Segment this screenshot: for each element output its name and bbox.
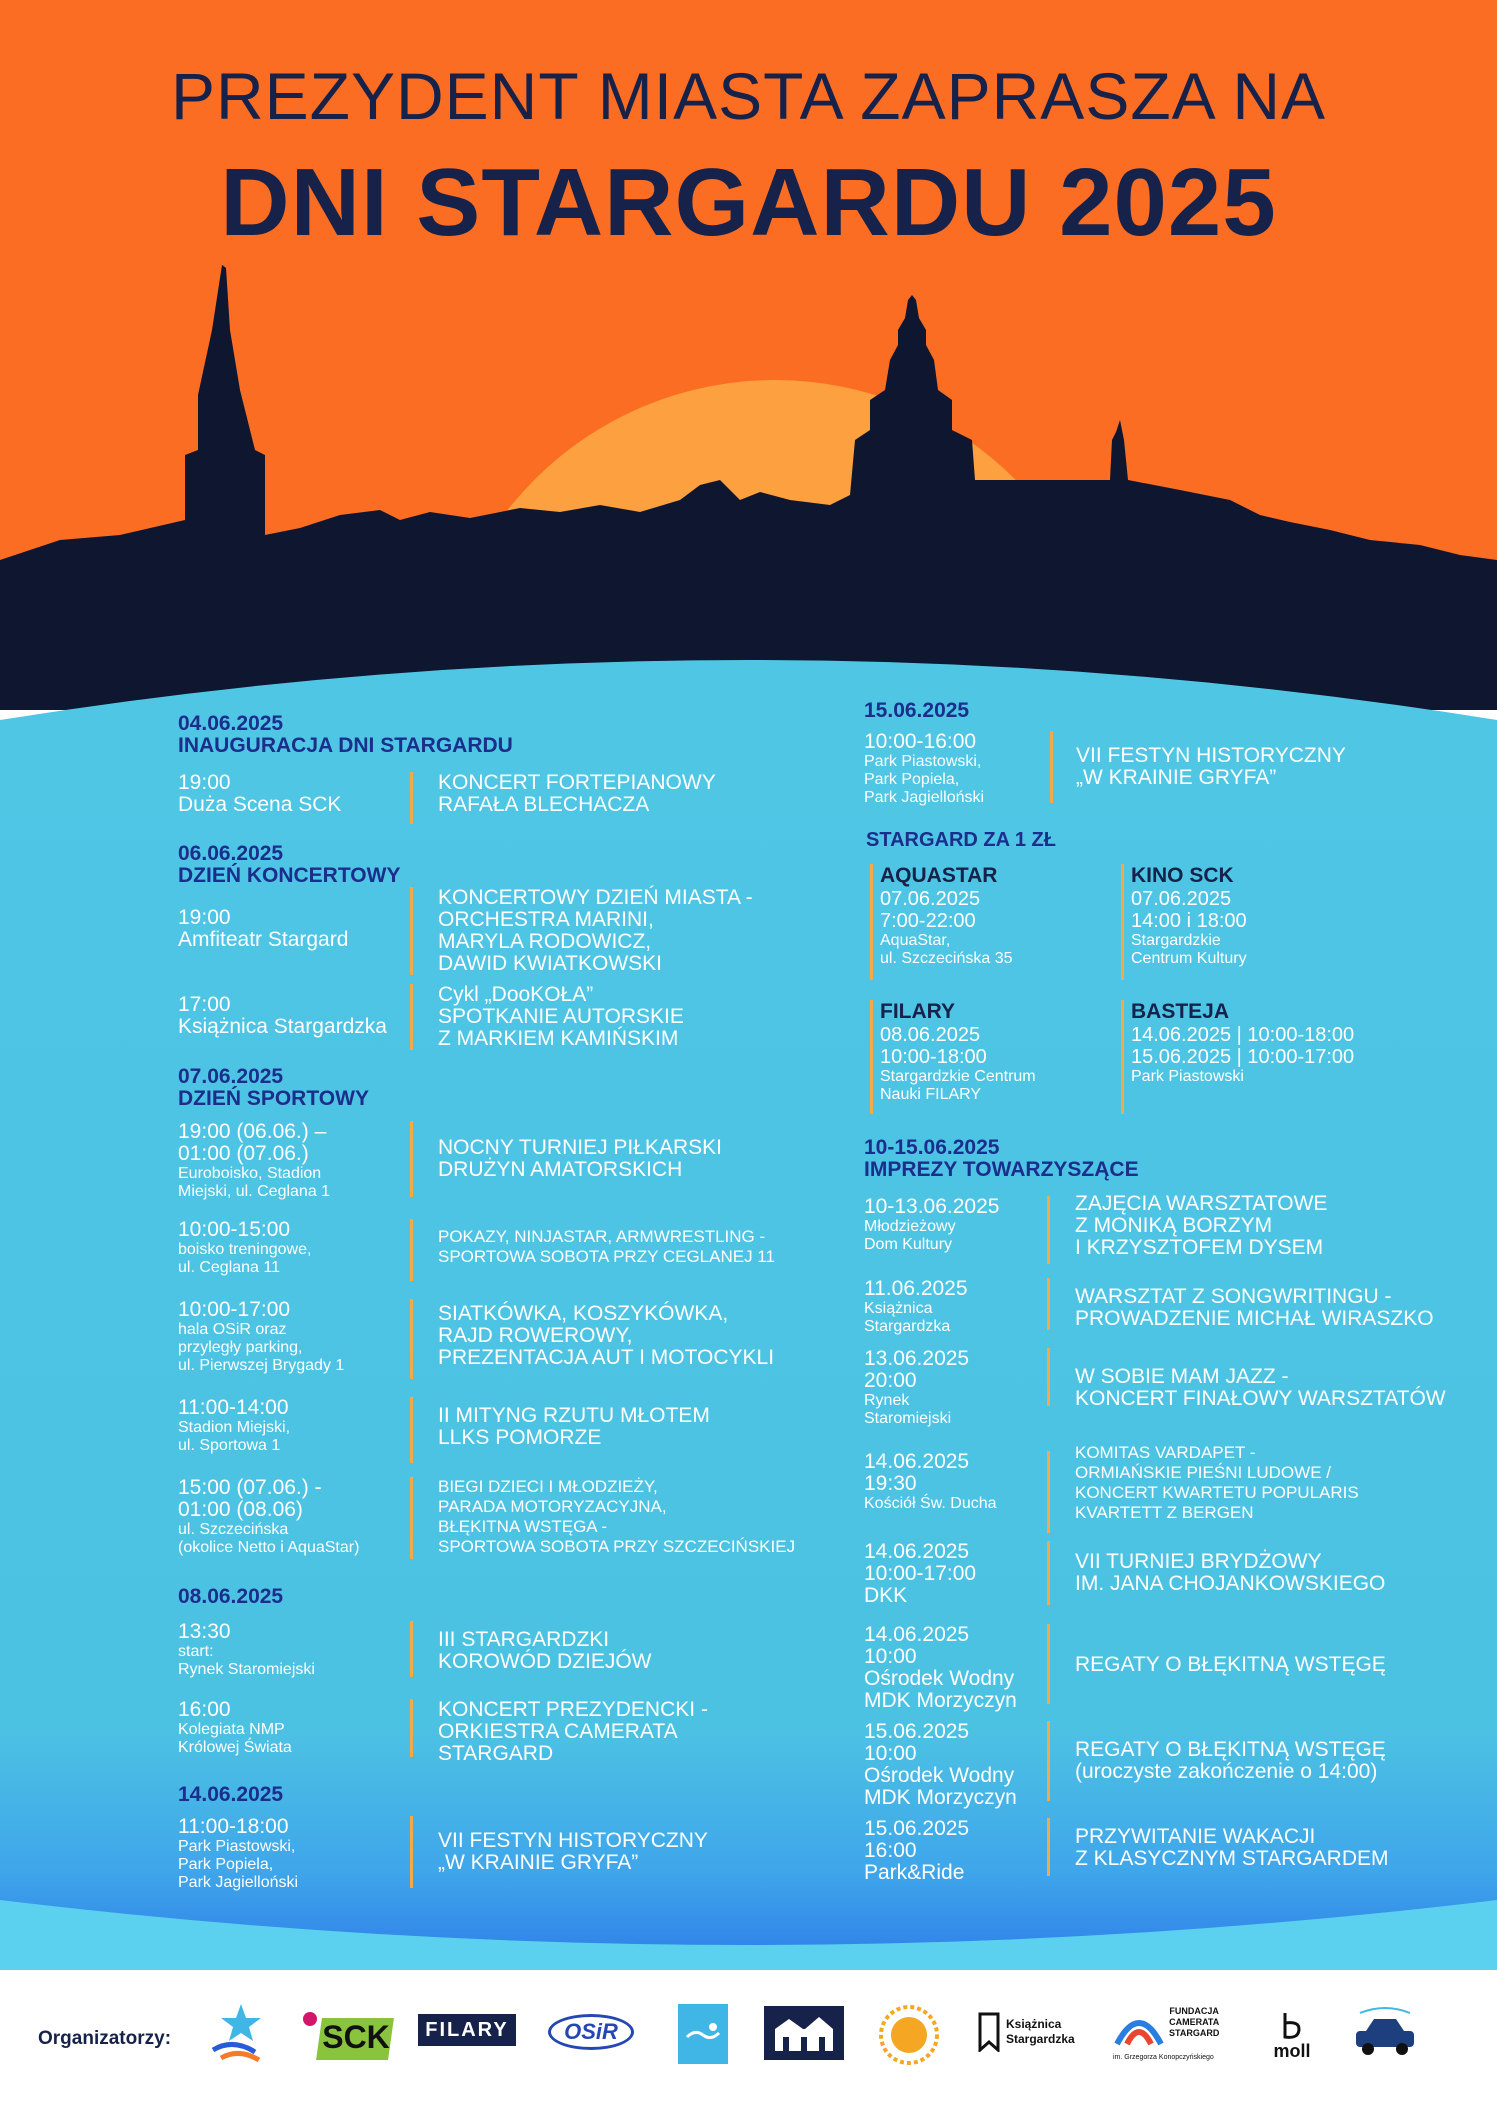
event-hour: 17:00: [178, 993, 231, 1016]
osir-text: OSiR: [564, 2019, 618, 2044]
tile-aquastar: [880, 864, 1013, 968]
event-place: Staromiejski: [864, 1410, 952, 1427]
event-hour: 15.06.2025: [864, 1720, 970, 1743]
tile-filary: [880, 1000, 1036, 1104]
event-time: [864, 1721, 1017, 1809]
tile-name: KINO SCK: [1131, 864, 1234, 887]
event-place: MDK Morzyczyn: [864, 1786, 1017, 1809]
event-title-line: DAWID KWIATKOWSKI: [438, 952, 662, 975]
day-header-10-15-06: [864, 1137, 1139, 1181]
event-title-line: DRUŻYN AMATORSKICH: [438, 1158, 683, 1181]
day-header-06-06: [178, 843, 400, 887]
section-title-za-1-zl: STARGARD ZA 1 ZŁ: [866, 829, 1056, 851]
event-place: Książnica: [864, 1300, 933, 1317]
event-divider: [410, 1397, 413, 1463]
event-time: [178, 1816, 298, 1892]
event-hour: 19:30: [864, 1472, 917, 1495]
event-divider: [1047, 1818, 1050, 1876]
event-title: [438, 984, 684, 1050]
event-title-line: Cykl „DooKOŁA”: [438, 983, 594, 1006]
event-hour: 10:00-15:00: [178, 1218, 291, 1241]
event-title-line: ZAJĘCIA WARSZTATOWE: [1075, 1192, 1328, 1215]
event-divider: [410, 1219, 413, 1281]
event-place: Ośrodek Wodny: [864, 1764, 1015, 1787]
event-title-line: PROWADZENIE MICHAŁ WIRASZKO: [1075, 1307, 1434, 1330]
event-title-line: ORCHESTRA MARINI,: [438, 908, 654, 931]
event-divider: [1047, 1624, 1050, 1704]
event-title: [1075, 1739, 1386, 1783]
event-title: [1076, 745, 1346, 789]
swimmer-icon: [683, 2019, 723, 2049]
tile-divider: [870, 1000, 873, 1114]
event-title: [438, 1405, 710, 1449]
event-hour: 13:30: [178, 1620, 231, 1643]
event-time: [864, 1278, 968, 1336]
tile-time: 15.06.2025 | 10:00-17:00: [1131, 1046, 1355, 1068]
event-title: [438, 772, 716, 816]
tile-divider: [870, 864, 873, 980]
event-hour: 11:00-18:00: [178, 1815, 289, 1838]
event-title: [438, 1699, 708, 1765]
event-place: ul. Ceglana 11: [178, 1259, 280, 1276]
fundacja-text: [1169, 2006, 1219, 2039]
tile-divider: [1121, 864, 1124, 980]
event-title: [438, 1629, 652, 1673]
event-divider: [1047, 1196, 1050, 1264]
tile-name: AQUASTAR: [880, 864, 998, 887]
event-title-line: LLKS POMORZE: [438, 1426, 602, 1449]
header-line1: PREZYDENT MIASTA ZAPRASZA NA: [170, 59, 1327, 133]
moll-b-icon: [1281, 2011, 1303, 2041]
day-title: IMPREZY TOWARZYSZĄCE: [864, 1158, 1139, 1181]
event-hour: 16:00: [864, 1839, 917, 1862]
event-title-line: KONCERT KWARTETU POPULARIS: [1075, 1483, 1359, 1502]
event-divider: [410, 772, 413, 824]
event-title-line: KONCERTOWY DZIEŃ MIASTA -: [438, 886, 753, 909]
event-place: boisko treningowe,: [178, 1241, 312, 1258]
event-time: [178, 907, 348, 951]
event-title-line: III STARGARDZKI: [438, 1628, 610, 1651]
moll-text: moll: [1273, 2040, 1311, 2061]
camerata-arc-icon: [1113, 2008, 1165, 2048]
event-place: Stadion Miejski,: [178, 1419, 291, 1436]
day-header-04-06: [178, 713, 513, 757]
event-hour: 01:00 (07.06.): [178, 1142, 309, 1165]
footer-organizers: [0, 1970, 1497, 2117]
stargard-logo: [193, 2000, 273, 2070]
event-place: Młodzieżowy: [864, 1218, 956, 1235]
event-place: Park Jagielloński: [864, 789, 985, 806]
event-title-line: SPOTKANIE AUTORSKIE: [438, 1005, 684, 1028]
event-place: Miejski, ul. Ceglana 1: [178, 1183, 331, 1200]
event-divider: [1050, 731, 1053, 803]
event-time: [864, 1541, 976, 1607]
event-title: [438, 1303, 774, 1369]
tile-place: Centrum Kultury: [1131, 950, 1247, 967]
event-title-line: BŁĘKITNA WSTĘGA -: [438, 1517, 608, 1536]
event-title-line: RAJD ROWEROWY,: [438, 1324, 633, 1347]
sck-dot-icon: [303, 2012, 317, 2026]
museum-building-icon: [769, 2013, 839, 2053]
event-time: [864, 1451, 997, 1513]
event-hour: 10:00-17:00: [864, 1562, 977, 1585]
sun-emblem-logo: [878, 2004, 940, 2066]
event-title-line: (uroczyste zakończenie o 14:00): [1075, 1760, 1378, 1783]
event-divider: [410, 1699, 413, 1757]
event-place: DKK: [864, 1584, 908, 1607]
event-place: Królowej Świata: [178, 1739, 292, 1756]
museum-logo: [764, 2006, 844, 2060]
event-place: ul. Sportowa 1: [178, 1437, 281, 1454]
tile-time: 14:00 i 18:00: [1131, 910, 1247, 932]
event-title-line: KOROWÓD DZIEJÓW: [438, 1650, 652, 1673]
event-time: [178, 1121, 330, 1201]
tile-basteja: [1131, 1000, 1354, 1086]
sun-emblem-icon: [878, 2004, 940, 2066]
event-title-line: KONCERT FORTEPIANOWY: [438, 771, 716, 794]
tile-place: Stargardzkie: [1131, 932, 1221, 949]
event-title-line: Z MARKIEM KAMIŃSKIM: [438, 1027, 679, 1050]
event-title: [438, 1137, 722, 1181]
event-title: [438, 1830, 708, 1874]
event-place: start:: [178, 1643, 214, 1660]
event-place: Dom Kultury: [864, 1236, 953, 1253]
event-divider: [1047, 1278, 1050, 1330]
event-title-line: REGATY O BŁĘKITNĄ WSTĘGĘ: [1075, 1738, 1386, 1761]
event-title-line: NOCNY TURNIEJ PIŁKARSKI: [438, 1136, 722, 1159]
event-time: [864, 1196, 999, 1254]
fundacja-line: STARGARD: [1169, 2028, 1220, 2038]
event-hour: 19:00 (06.06.) –: [178, 1120, 327, 1143]
event-title-line: SPORTOWA SOBOTA PRZY CEGLANEJ 11: [438, 1247, 775, 1266]
event-place: Park Popiela,: [178, 1856, 274, 1873]
event-hour: 10:00: [864, 1742, 917, 1765]
day-date: 10-15.06.2025: [864, 1136, 1000, 1159]
tile-kino-sck: [1131, 864, 1247, 968]
tile-time: 10:00-18:00: [880, 1046, 987, 1068]
event-title: [1075, 1193, 1327, 1259]
event-divider: [1047, 1721, 1050, 1801]
day-date: 15.06.2025: [864, 699, 970, 722]
event-title: [438, 887, 753, 975]
event-title: [438, 1227, 775, 1267]
event-title-line: KONCERT PREZYDENCKI -: [438, 1698, 708, 1721]
event-place: Stargardzka: [864, 1318, 951, 1335]
event-hour: 10:00: [864, 1645, 917, 1668]
day-date: 04.06.2025: [178, 712, 284, 735]
event-hour: 11.06.2025: [864, 1277, 968, 1300]
day-date: 06.06.2025: [178, 842, 284, 865]
day-header-07-06: [178, 1066, 369, 1110]
day-title: INAUGURACJA DNI STARGARDU: [178, 734, 513, 757]
event-title-line: ORKIESTRA CAMERATA: [438, 1720, 678, 1743]
tile-date: 14.06.2025 | 10:00-18:00: [1131, 1024, 1355, 1046]
event-time: [178, 994, 387, 1038]
event-time: [864, 731, 984, 807]
event-divider: [410, 984, 413, 1050]
tile-name: FILARY: [880, 1000, 956, 1023]
event-title: [438, 1477, 795, 1557]
day-date: 14.06.2025: [178, 1783, 284, 1806]
event-place: Rynek: [864, 1392, 910, 1409]
event-hour: 15:00 (07.06.) -: [178, 1476, 322, 1499]
event-title-line: PREZENTACJA AUT I MOTOCYKLI: [438, 1346, 775, 1369]
event-place: MDK Morzyczyn: [864, 1689, 1017, 1712]
ksiaznica-text: [1006, 2017, 1075, 2047]
event-title-line: VII FESTYN HISTORYCZNY: [1076, 744, 1346, 767]
day-title: DZIEŃ KONCERTOWY: [178, 864, 401, 887]
tile-date: 08.06.2025: [880, 1024, 981, 1046]
tile-divider: [1121, 1000, 1124, 1114]
event-place: Park Piastowski,: [178, 1838, 296, 1855]
day-date: 08.06.2025: [178, 1585, 284, 1608]
event-title-line: II MITYNG RZUTU MŁOTEM: [438, 1404, 710, 1427]
event-hour: 14.06.2025: [864, 1540, 970, 1563]
event-time: [864, 1624, 1017, 1712]
event-title-line: „W KRAINIE GRYFA”: [438, 1851, 639, 1874]
filary-logo: [418, 2014, 516, 2046]
event-time: [864, 1818, 969, 1884]
event-title-line: KVARTETT Z BERGEN: [1075, 1503, 1254, 1522]
event-hour: 19:00: [178, 771, 231, 794]
stargard-star-icon: [193, 2000, 273, 2070]
header-title: DNI STARGARDU 2025: [220, 149, 1277, 256]
event-place: Park Popiela,: [864, 771, 960, 788]
event-divider: [1047, 1348, 1050, 1406]
event-title: [1075, 1366, 1446, 1410]
aquastar-logo: [678, 2004, 728, 2064]
event-place: Kolegiata NMP: [178, 1721, 285, 1738]
event-divider: [410, 1299, 413, 1379]
event-title: [1075, 1443, 1359, 1523]
event-hour: 15.06.2025: [864, 1817, 970, 1840]
event-title-line: „W KRAINIE GRYFA”: [1076, 766, 1277, 789]
sck-text: SCK: [322, 2018, 390, 2055]
event-title: [1075, 1654, 1386, 1676]
tile-date: 07.06.2025: [1131, 888, 1232, 910]
event-place: Park&Ride: [864, 1861, 965, 1884]
tile-time: 7:00-22:00: [880, 910, 976, 932]
event-title-line: KOMITAS VARDAPET -: [1075, 1443, 1256, 1462]
event-title-line: PARADA MOTORYZACYJNA,: [438, 1497, 667, 1516]
event-title-line: IM. JANA CHOJANKOWSKIEGO: [1075, 1572, 1386, 1595]
event-place: przyległy parking,: [178, 1339, 303, 1356]
event-time: [178, 1397, 290, 1455]
event-divider: [410, 1621, 413, 1677]
event-divider: [1047, 1541, 1050, 1605]
event-hour: 13.06.2025: [864, 1347, 970, 1370]
tile-place: Stargardzkie Centrum: [880, 1068, 1036, 1085]
event-place: Euroboisko, Stadion: [178, 1165, 322, 1182]
event-title-line: SPORTOWA SOBOTA PRZY SZCZECIŃSKIEJ: [438, 1537, 796, 1556]
day-title: DZIEŃ SPORTOWY: [178, 1087, 369, 1110]
event-title-line: I KRZYSZTOFEM DYSEM: [1075, 1236, 1324, 1259]
event-place: ul. Pierwszej Brygady 1: [178, 1357, 345, 1374]
event-title-line: POKAZY, NINJASTAR, ARMWRESTLING -: [438, 1227, 766, 1246]
event-time: [864, 1348, 969, 1428]
event-title: [1075, 1286, 1434, 1330]
event-title-line: WARSZTAT Z SONGWRITINGU -: [1075, 1285, 1392, 1308]
event-divider: [410, 1121, 413, 1197]
event-place: Amfiteatr Stargard: [178, 928, 349, 951]
organizers-label: Organizatorzy:: [38, 2028, 172, 2049]
event-title-line: VII TURNIEJ BRYDŻOWY: [1075, 1550, 1322, 1573]
event-place: Książnica Stargardzka: [178, 1015, 387, 1038]
event-title-line: Z MONIKĄ BORZYM: [1075, 1214, 1273, 1237]
event-place: Rynek Staromiejski: [178, 1661, 315, 1678]
event-place: ul. Szczecińska: [178, 1521, 289, 1538]
event-hour: 14.06.2025: [864, 1623, 970, 1646]
event-divider: [410, 1816, 413, 1888]
osir-logo: [548, 2010, 634, 2054]
tile-date: 07.06.2025: [880, 888, 981, 910]
tile-place: ul. Szczecińska 35: [880, 950, 1013, 967]
ksiaznica-logo: [978, 2010, 1088, 2054]
event-title-line: SIATKÓWKA, KOSZYKÓWKA,: [438, 1302, 729, 1325]
event-hour: 10-13.06.2025: [864, 1195, 1000, 1218]
event-hour: 19:00: [178, 906, 231, 929]
event-title-line: RAFAŁA BLECHACZA: [438, 793, 650, 816]
event-title-line: KONCERT FINAŁOWY WARSZTATÓW: [1075, 1387, 1446, 1410]
event-hour: 20:00: [864, 1369, 917, 1392]
event-place: hala OSiR oraz: [178, 1321, 287, 1338]
event-hour: 14.06.2025: [864, 1450, 970, 1473]
fundacja-line: CAMERATA: [1169, 2017, 1220, 2027]
event-place: Park Piastowski,: [864, 753, 982, 770]
event-title-line: STARGARD: [438, 1742, 554, 1765]
event-hour: 10:00-17:00: [178, 1298, 291, 1321]
church-spire-left: [222, 265, 226, 300]
tile-place: Nauki FILARY: [880, 1086, 982, 1103]
event-divider: [410, 887, 413, 975]
event-divider: [1047, 1451, 1050, 1533]
event-time: [178, 1477, 359, 1557]
event-title-line: ORMIAŃSKIE PIEŚNI LUDOWE /: [1075, 1463, 1331, 1482]
event-hour: 16:00: [178, 1698, 231, 1721]
tile-place: Park Piastowski: [1131, 1068, 1244, 1085]
moll-logo: [1262, 1998, 1322, 2074]
event-title-line: REGATY O BŁĘKITNĄ WSTĘGĘ: [1075, 1653, 1386, 1676]
event-time: [178, 1621, 315, 1679]
event-title-line: VII FESTYN HISTORYCZNY: [438, 1829, 708, 1852]
event-hour: 01:00 (08.06): [178, 1498, 303, 1521]
event-time: [178, 1699, 292, 1757]
event-title-line: MARYLA RODOWICZ,: [438, 930, 652, 953]
event-place: Duża Scena SCK: [178, 793, 342, 816]
day-header-14-06: [178, 1784, 283, 1806]
event-place: (okolice Netto i AquaStar): [178, 1539, 360, 1556]
event-divider: [410, 1477, 413, 1559]
tile-name: BASTEJA: [1131, 1000, 1230, 1023]
ksiaznica-line: Stargardzka: [1006, 2032, 1075, 2046]
ksiaznica-line: Książnica: [1006, 2017, 1062, 2031]
classic-car-logo: [1350, 2000, 1420, 2066]
event-title: [1075, 1826, 1388, 1870]
event-title-line: Z KLASYCZNYM STARGARDEM: [1075, 1847, 1389, 1870]
event-place: Kościół Św. Ducha: [864, 1495, 997, 1512]
event-title: [1075, 1551, 1385, 1595]
event-hour: 10:00-16:00: [864, 730, 977, 753]
event-title-line: W SOBIE MAM JAZZ -: [1075, 1365, 1289, 1388]
day-header-15-06: [864, 700, 969, 722]
event-time: [178, 1299, 344, 1375]
event-place: Ośrodek Wodny: [864, 1667, 1015, 1690]
day-header-08-06: [178, 1586, 283, 1608]
fundacja-subtitle: im. Grzegorza Konopczyńskiego: [1113, 2054, 1214, 2061]
fundacja-line: FUNDACJA: [1169, 2006, 1219, 2016]
classic-car-icon: [1350, 2005, 1420, 2061]
event-title-line: BIEGI DZIECI I MŁODZIEŻY,: [438, 1477, 658, 1496]
tile-place: AquaStar,: [880, 932, 951, 949]
bookmark-icon: [978, 2012, 1000, 2052]
event-title-line: PRZYWITANIE WAKACJI: [1075, 1825, 1316, 1848]
sck-logo: [303, 2008, 395, 2066]
event-place: Park Jagielloński: [178, 1874, 299, 1891]
event-time: [178, 1219, 311, 1277]
event-time: [178, 772, 341, 816]
event-hour: 11:00-14:00: [178, 1396, 289, 1419]
day-date: 07.06.2025: [178, 1065, 284, 1088]
filary-text: FILARY: [425, 2018, 509, 2041]
fundacja-camerata-logo: [1113, 2004, 1243, 2068]
